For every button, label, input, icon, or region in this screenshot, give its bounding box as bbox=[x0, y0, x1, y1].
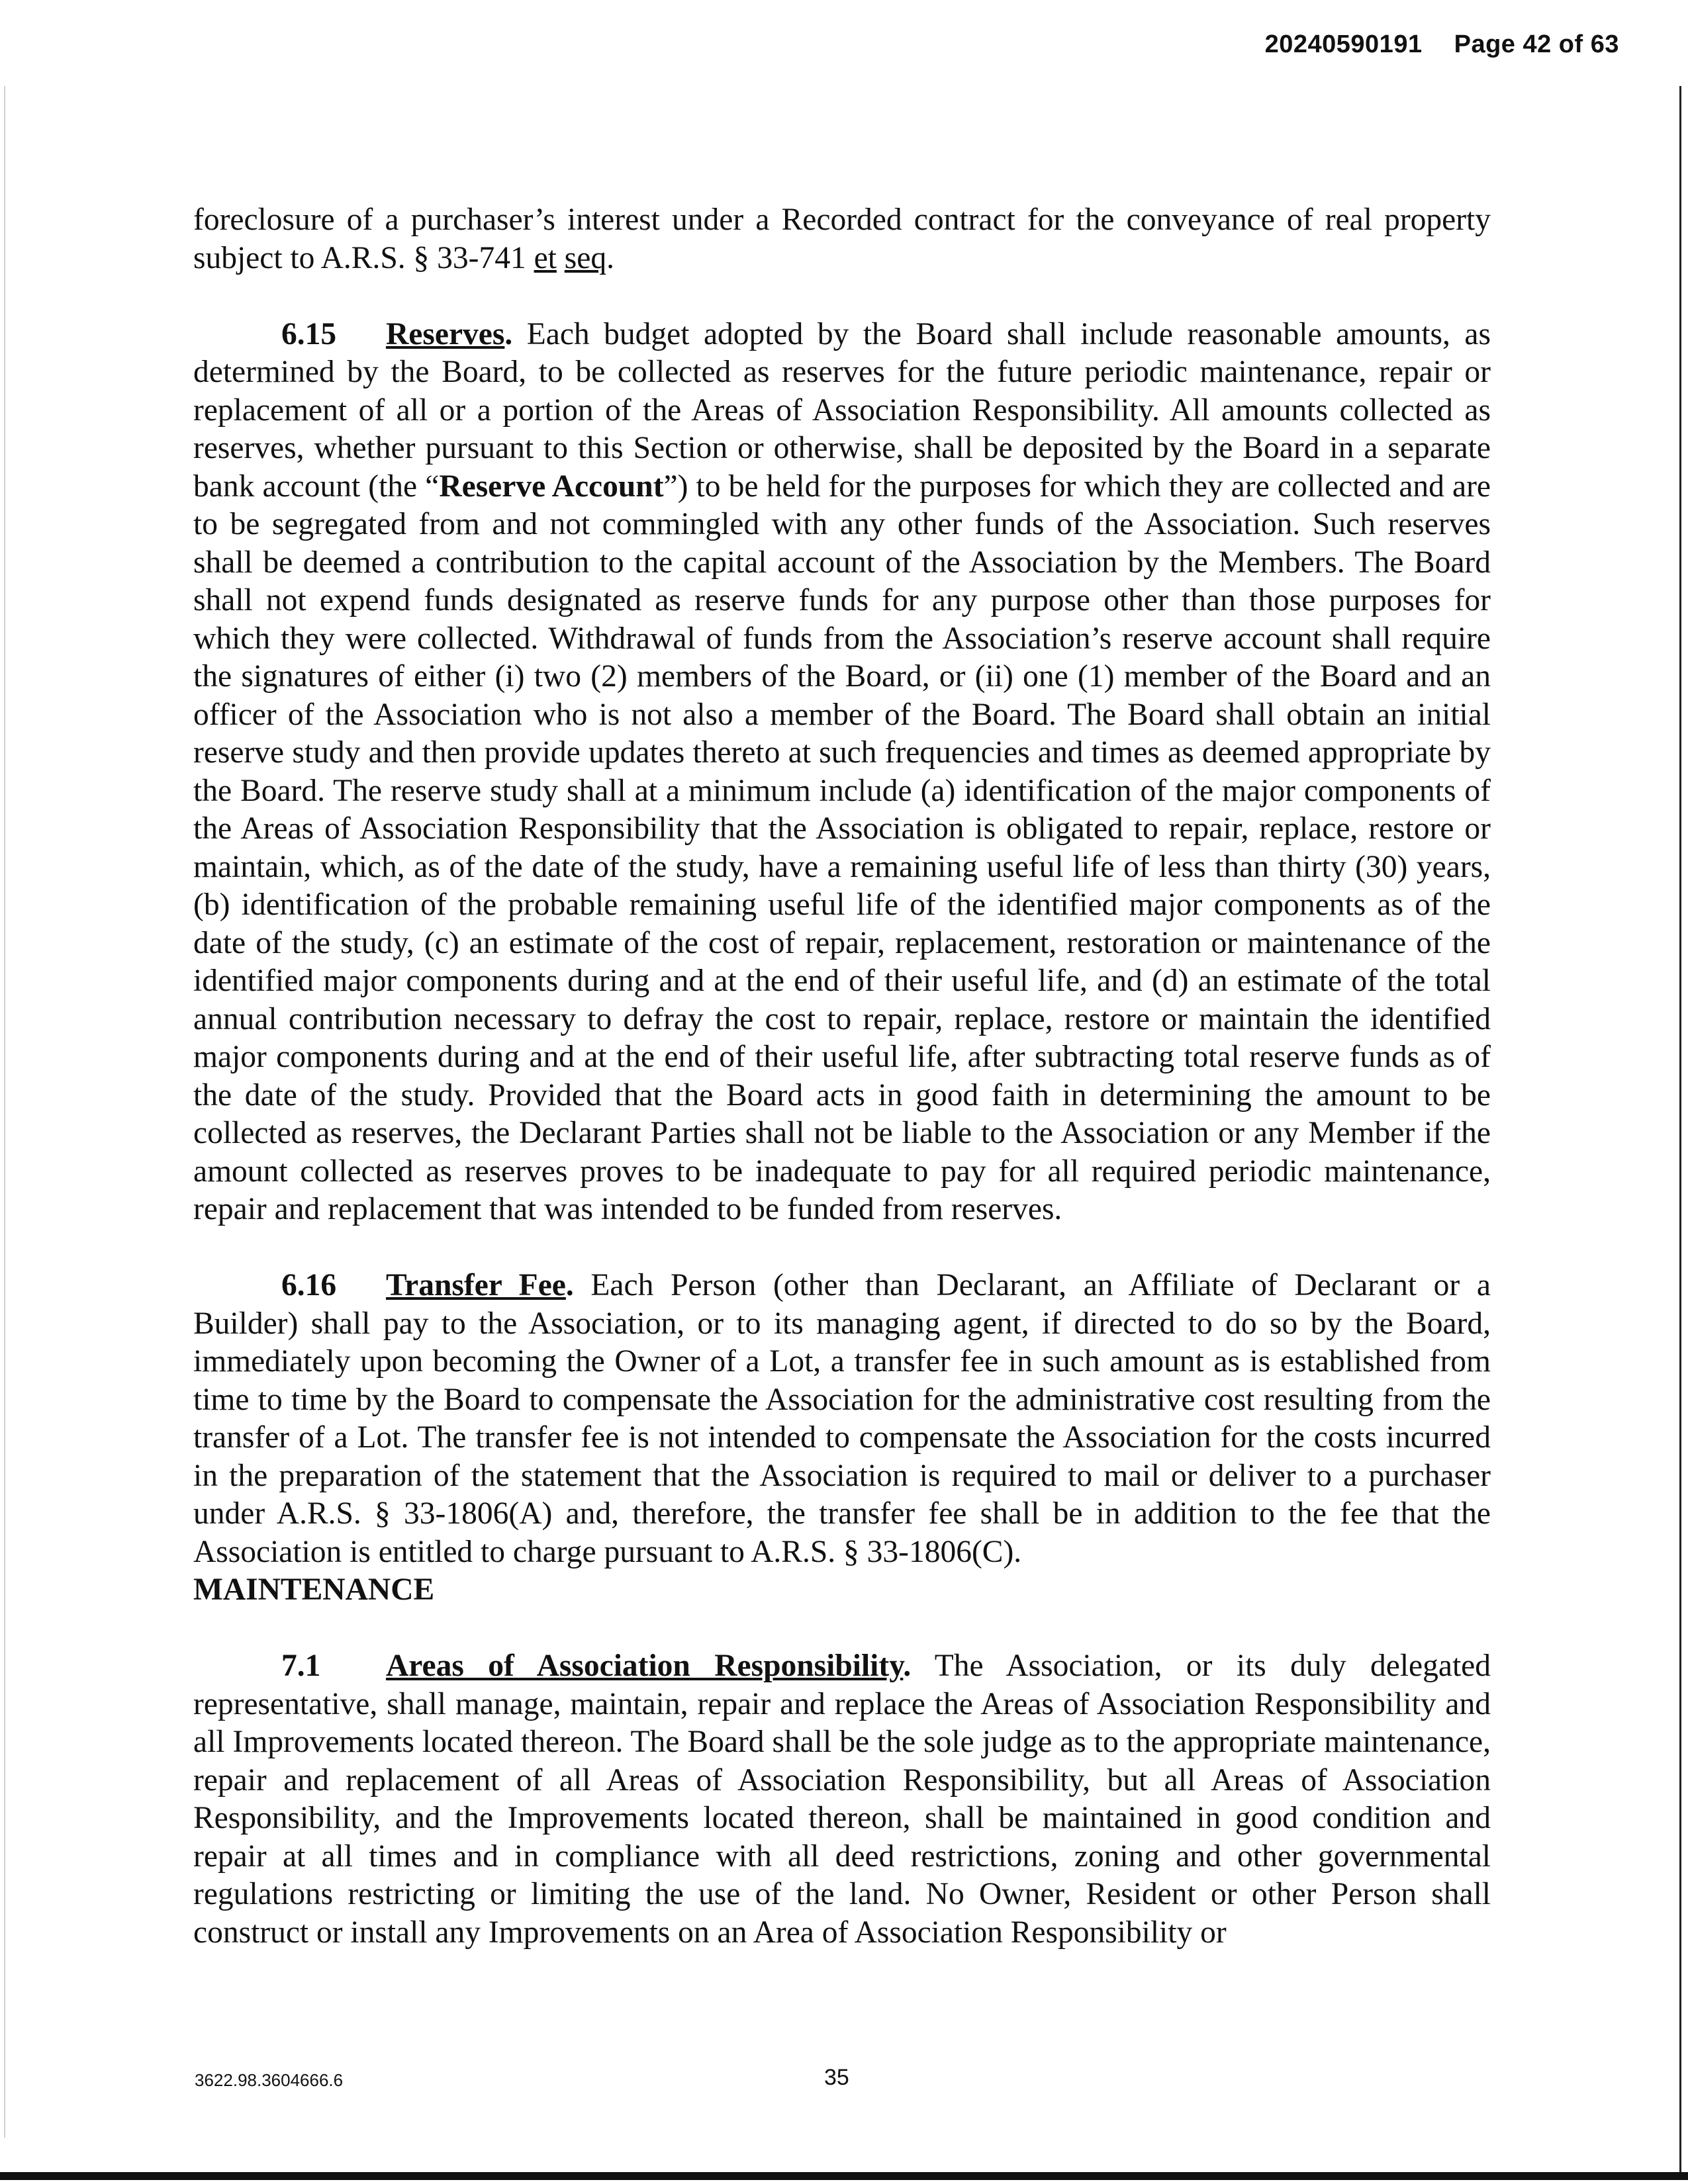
section-text: Each budget adopted by the Board shall include reasonable amounts, as determined by the Board, to be collected as reserves for the future periodic maintenance, repair or replacement of all or a portion of the Areas of Association Responsibility. All amounts collected as reserves, whether pursuant to this Section or otherwise, shall be deposited by the Board in a separate bank account (the “ bbox=[193, 316, 1491, 504]
section-7-1 bbox=[193, 1647, 1491, 1952]
et-text: et bbox=[534, 240, 557, 275]
section-number: 6.15 bbox=[281, 316, 337, 351]
section-number: 7.1 bbox=[281, 1649, 321, 1683]
section-text: ”) to be held for the purposes for which they are collected and are to be segregated from and not commingled with any other funds of the Association. Such reserves shall be deemed a contribution to the capital account of the Association by the Members. The Board shall not expend funds designated as reserve funds for any purpose other than those purposes for which they were collected. Withdrawal of funds from the Association’s reserve account shall require the signatures of either (i) two (2) members of the Board, or (ii) one (1) member of the Board and an officer of the Association who is not also a member of the Board. The Board shall obtain an initial reserve study and then provide updates thereto at such frequencies and times as deemed appropriate by the Board. The reserve study shall at a minimum include (a) identification of the major components of the Areas of Association Responsibility that the Association is obligated to repair, replace, restore or maintain, which, as of the date of the study, have a remaining useful life of less than thirty (30) years, (b) identification of the probable remaining useful life of the identified major components as of the date of the study, (c) an estimate of the cost of repair, replacement, restoration or maintenance of the identified major components during and at the end of their useful life, and (d) an estimate of the total annual contribution necessary to defray the cost to repair, replace, restore or maintain the identified major components during and at the end of their useful life, after subtracting total reserve funds as of the date of the study. Provided that the Board acts in good faith in determining the amount to be collected as reserves, the Declarant Parties shall not be liable to the Association or any Member if the amount collected as reserves proves to be inadequate to pay for all required periodic maintenance, repair and replacement that was intended to be funded from reserves. bbox=[193, 469, 1491, 1226]
scan-edge-right bbox=[1679, 86, 1681, 2177]
seq-text: seq bbox=[564, 240, 607, 275]
section-title: Areas of Association Responsibility bbox=[386, 1649, 904, 1683]
section-title-punct: . bbox=[504, 316, 513, 351]
defined-term: Reserve Account bbox=[439, 469, 664, 504]
continuation-paragraph bbox=[193, 201, 1491, 277]
section-6-15 bbox=[193, 316, 1491, 1229]
scan-edge-left bbox=[4, 86, 5, 2138]
space-text bbox=[557, 241, 565, 275]
footer-document-id: 3622.98.3604666.6 bbox=[195, 2070, 344, 2090]
section-text: The Association, or its duly delegated representative, shall manage, maintain, repair and replace the Areas of Association Responsibility and all Improvements located thereon. The Board shall be the sole judge as to the appropriate maintenance, repair and replacement of all Areas of Association Responsibility, but all Areas of Association Responsibility, and the Improvements located thereon, shall be maintained in good condition and repair at all times and in compliance with all deed restrictions, zoning and other governmental regulations restricting or limiting the use of the land. No Owner, Resident or other Person shall construct or install any Improvements on an Area of Association Responsibility or bbox=[193, 1649, 1491, 1950]
section-6-16 bbox=[193, 1267, 1491, 1571]
section-number: 6.16 bbox=[281, 1268, 337, 1302]
page-indicator: Page 42 of 63 bbox=[1454, 30, 1619, 58]
paragraph-end: . bbox=[606, 240, 614, 275]
paragraph-text: foreclosure of a purchaser’s interest under a Recorded contract for the conveyance of real property subject to A.R.S. § 33-741 bbox=[193, 203, 1491, 275]
section-title-punct: . bbox=[565, 1268, 574, 1302]
section-title: Transfer Fee bbox=[386, 1268, 566, 1302]
recording-header bbox=[1265, 30, 1619, 59]
section-title-punct: . bbox=[903, 1649, 912, 1683]
scan-edge-bottom bbox=[0, 2172, 1688, 2180]
section-title: Reserves bbox=[386, 316, 505, 351]
document-body bbox=[193, 201, 1491, 1952]
article-heading: MAINTENANCE bbox=[193, 1572, 435, 1607]
document-number: 20240590191 bbox=[1264, 30, 1423, 58]
footer-page-number: 35 bbox=[824, 2065, 849, 2090]
section-text: Each Person (other than Declarant, an Affiliate of Declarant or a Builder) shall pay to the Association, or to its managing agent, if directed to do so by the Board, immediately upon becoming the Owner of a Lot, a transfer fee in such amount as is established from time to time by the Board to compensate the Association for the administrative cost resulting from the transfer of a Lot. The transfer fee is not intended to compensate the Association for the costs incurred in the preparation of the statement that the Association is required to mail or deliver to a purchaser under A.R.S. § 33-1806(A) and, therefore, the transfer fee shall be in addition to the fee that the Association is entitled to charge pursuant to A.R.S. § 33-1806(C). bbox=[193, 1268, 1491, 1569]
